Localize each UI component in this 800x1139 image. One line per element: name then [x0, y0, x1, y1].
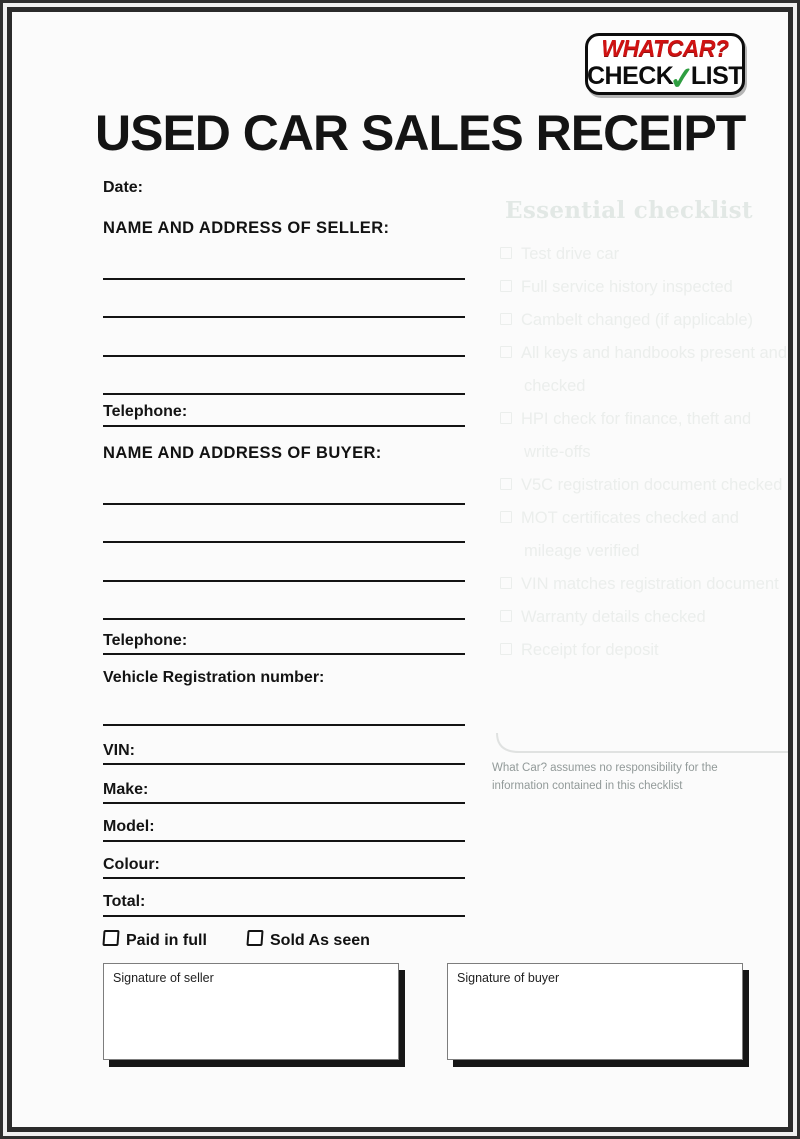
checklist-item-label: Warranty details checked: [521, 608, 706, 626]
checklist-item-checkbox-icon: [500, 511, 512, 523]
buyer-address-line-4[interactable]: [103, 618, 465, 620]
date-label: Date:: [103, 179, 144, 196]
checklist-logo-list-word: LIST: [690, 61, 744, 90]
checklist-item-label: V5C registration document checked: [521, 476, 783, 494]
checklist-item: [500, 469, 788, 502]
buyer-telephone-label: Telephone:: [103, 632, 188, 649]
essential-checklist-items: [500, 238, 788, 667]
buyer-address-line-3[interactable]: [103, 580, 465, 582]
seller-address-line-1[interactable]: [103, 278, 465, 280]
seller-telephone-label: Telephone:: [103, 403, 188, 420]
buyer-address-line-1[interactable]: [103, 503, 465, 505]
buyer-telephone-line[interactable]: [103, 653, 465, 655]
checklist-item: [500, 238, 788, 271]
checklist-logo-text: [586, 59, 744, 97]
total-label: Total:: [103, 893, 146, 910]
checklist-item: [500, 271, 788, 304]
checklist-item-checkbox-icon: [500, 610, 512, 622]
green-checkmark-icon: ✓: [668, 59, 697, 97]
seller-address-line-2[interactable]: [103, 316, 465, 318]
checklist-item-checkbox-icon: [500, 643, 512, 655]
buyer-signature-label: Signature of buyer: [457, 971, 560, 985]
vehicle-registration-line[interactable]: [103, 724, 465, 726]
seller-address-line-3[interactable]: [103, 355, 465, 357]
checklist-item-label: MOT certificates checked and mileage verified: [521, 509, 739, 560]
checklist-item: [500, 502, 788, 568]
checklist-item-label: VIN matches registration document: [521, 575, 779, 593]
sold-as-seen-checkbox[interactable]: [246, 930, 263, 946]
checklist-item-label: All keys and handbooks present and checked: [521, 344, 788, 395]
page-title: USED CAR SALES RECEIPT: [95, 105, 746, 161]
buyer-heading: NAME AND ADDRESS OF BUYER:: [103, 444, 382, 462]
checklist-item: [500, 601, 788, 634]
checklist-item: [500, 403, 788, 469]
total-line[interactable]: [103, 915, 465, 917]
paid-in-full-label: Paid in full: [126, 932, 207, 949]
checklist-item: [500, 634, 788, 667]
seller-signature-label: Signature of seller: [113, 971, 214, 985]
checklist-item-checkbox-icon: [500, 478, 512, 490]
checklist-item-label: HPI check for finance, theft and write-offs: [521, 410, 752, 461]
colour-label: Colour:: [103, 856, 160, 873]
checklist-item-label: Cambelt changed (if applicable): [521, 311, 754, 329]
checklist-item-checkbox-icon: [500, 313, 512, 325]
vehicle-registration-label: Vehicle Registration number:: [103, 669, 325, 686]
checklist-item-checkbox-icon: [500, 412, 512, 424]
seller-signature-box[interactable]: [103, 963, 399, 1060]
buyer-address-line-2[interactable]: [103, 541, 465, 543]
checklist-item-checkbox-icon: [500, 577, 512, 589]
checklist-item: [500, 568, 788, 601]
vin-label: VIN:: [103, 742, 135, 759]
seller-telephone-line[interactable]: [103, 425, 465, 427]
paid-in-full-option[interactable]: [103, 930, 207, 950]
checklist-item-label: Receipt for deposit: [521, 641, 659, 659]
model-label: Model:: [103, 818, 155, 835]
checklist-item: [500, 337, 788, 403]
model-line[interactable]: [103, 840, 465, 842]
seller-heading: NAME AND ADDRESS OF SELLER:: [103, 219, 390, 237]
checklist-panel-bottom-edge: [495, 733, 795, 759]
whatcar-checklist-logo: [585, 33, 745, 95]
make-label: Make:: [103, 781, 149, 798]
checklist-item-checkbox-icon: [500, 247, 512, 259]
make-line[interactable]: [103, 802, 465, 804]
checklist-item-checkbox-icon: [500, 280, 512, 292]
vin-line[interactable]: [103, 763, 465, 765]
checklist-item-checkbox-icon: [500, 346, 512, 358]
seller-address-line-4[interactable]: [103, 393, 465, 395]
disclaimer-text: What Car? assumes no responsibility for the information contained in this checklist: [492, 762, 718, 792]
sold-as-seen-label: Sold As seen: [270, 932, 370, 949]
checklist-item: [500, 304, 788, 337]
checklist-item-label: Full service history inspected: [521, 278, 733, 296]
essential-checklist-heading: Essential checklist: [505, 197, 753, 224]
whatcar-logo-text: WHATCAR?: [601, 34, 729, 61]
buyer-signature-box[interactable]: [447, 963, 743, 1060]
sold-as-seen-option[interactable]: [247, 930, 370, 950]
checklist-logo-check-word: CHECK: [586, 61, 674, 90]
colour-line[interactable]: [103, 877, 465, 879]
paid-in-full-checkbox[interactable]: [102, 930, 119, 946]
checklist-item-label: Test drive car: [521, 245, 620, 263]
